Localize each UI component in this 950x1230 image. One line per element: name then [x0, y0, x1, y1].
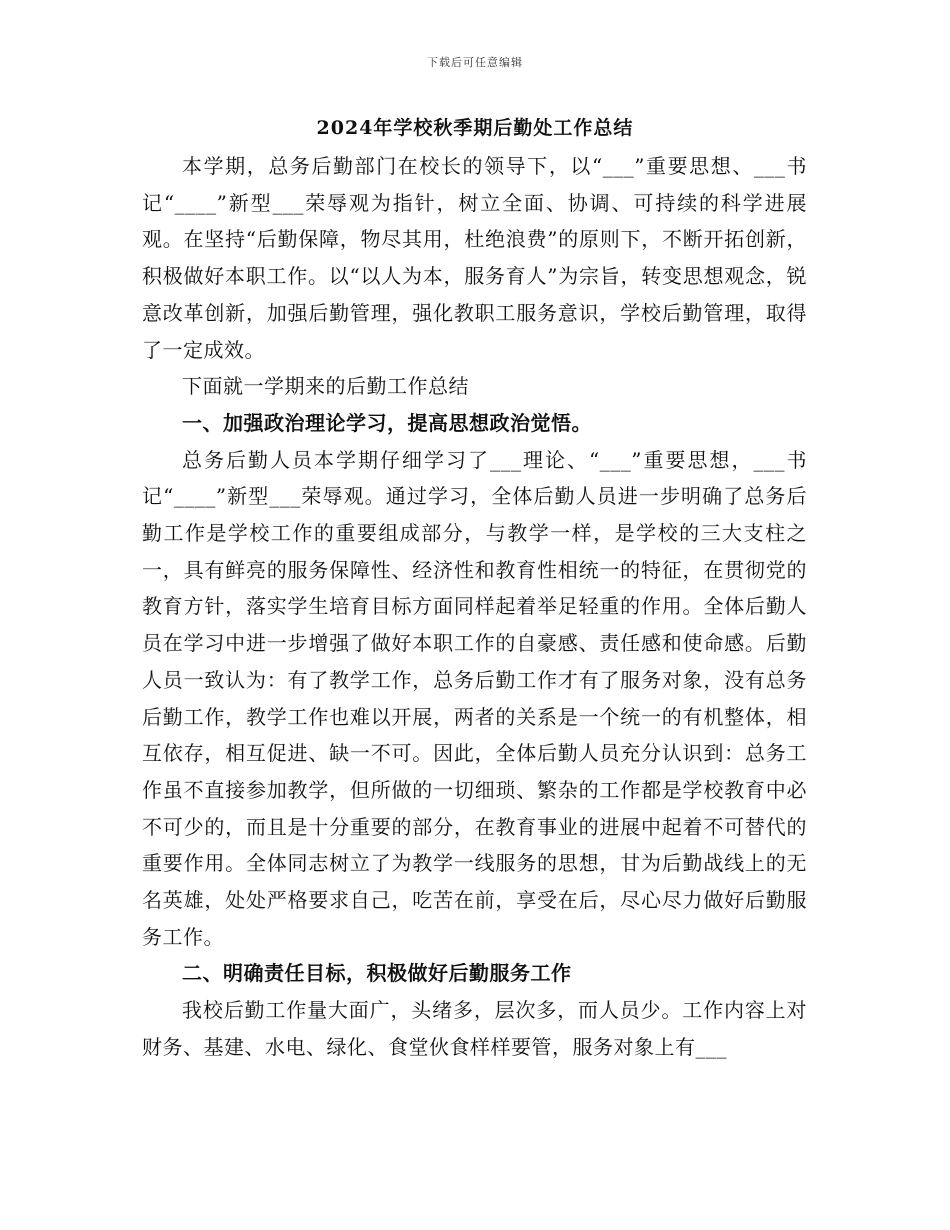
document-title: 2024年学校秋季期后勤处工作总结: [316, 117, 634, 139]
section-heading-1: 一、加强政治理论学习，提高思想政治觉悟。: [182, 410, 592, 435]
header-note: 下载后可任意编辑: [427, 56, 523, 69]
section-2-paragraph: 我校后勤工作量大面广，头绪多，层次多，而人员少。工作内容上对财务、基建、水电、绿化、食堂伙食样样要管，服务对象上有___: [142, 998, 807, 1059]
summary-lead-paragraph: 下面就一学期来的后勤工作总结: [182, 374, 469, 399]
section-1-paragraph: 总务后勤人员本学期仔细学习了___理论、“___”重要思想，___书记“____”新型___荣辱观。通过学习，全体后勤人员进一步明确了总务后勤工作是学校工作的重要组成部分，与教学一样，是学校的三大支柱之一，具有鲜亮的服务保障性、经济性和教育性相统一的特征，在贯彻党的教育方针，落实学生培育目标方面同样起着举足轻重的作用。全体后勤人员在学习中进一步增强了做好本职工作的自豪感、责任感和使命感。后勤人员一致认为：有了教学工作，总务后勤工作才有了服务对象，没有总务后勤工作，教学工作也难以开展，两者的关系是一个统一的有机整体，相互依存，相互促进、缺一不可。因此，全体后勤人员充分认识到：总务工作虽不直接参加教学，但所做的一切细琐、繁杂的工作都是学校教育中必不可少的，而且是十分重要的部分，在教育事业的进展中起着不可替代的重要作用。全体同志树立了为教学一线服务的思想，甘为后勤战线上的无名英雄，处处严格要求自己，吃苦在前，享受在后，尽心尽力做好后勤服务工作。: [142, 447, 807, 949]
intro-paragraph: 本学期，总务后勤部门在校长的领导下，以“___”重要思想、___书记“____”新型___荣辱观为指针，树立全面、协调、可持续的科学进展观。在坚持“后勤保障，物尽其用，杜绝浪费”的原则下，不断开拓创新，积极做好本职工作。以“以人为本，服务育人”为宗旨，转变思想观念，锐意改革创新，加强后勤管理，强化教职工服务意识，学校后勤管理，取得了一定成效。: [142, 154, 807, 362]
document-body: [142, 148, 807, 1066]
section-heading-2: 二、明确责任目标，积极做好后勤服务工作: [182, 961, 572, 986]
